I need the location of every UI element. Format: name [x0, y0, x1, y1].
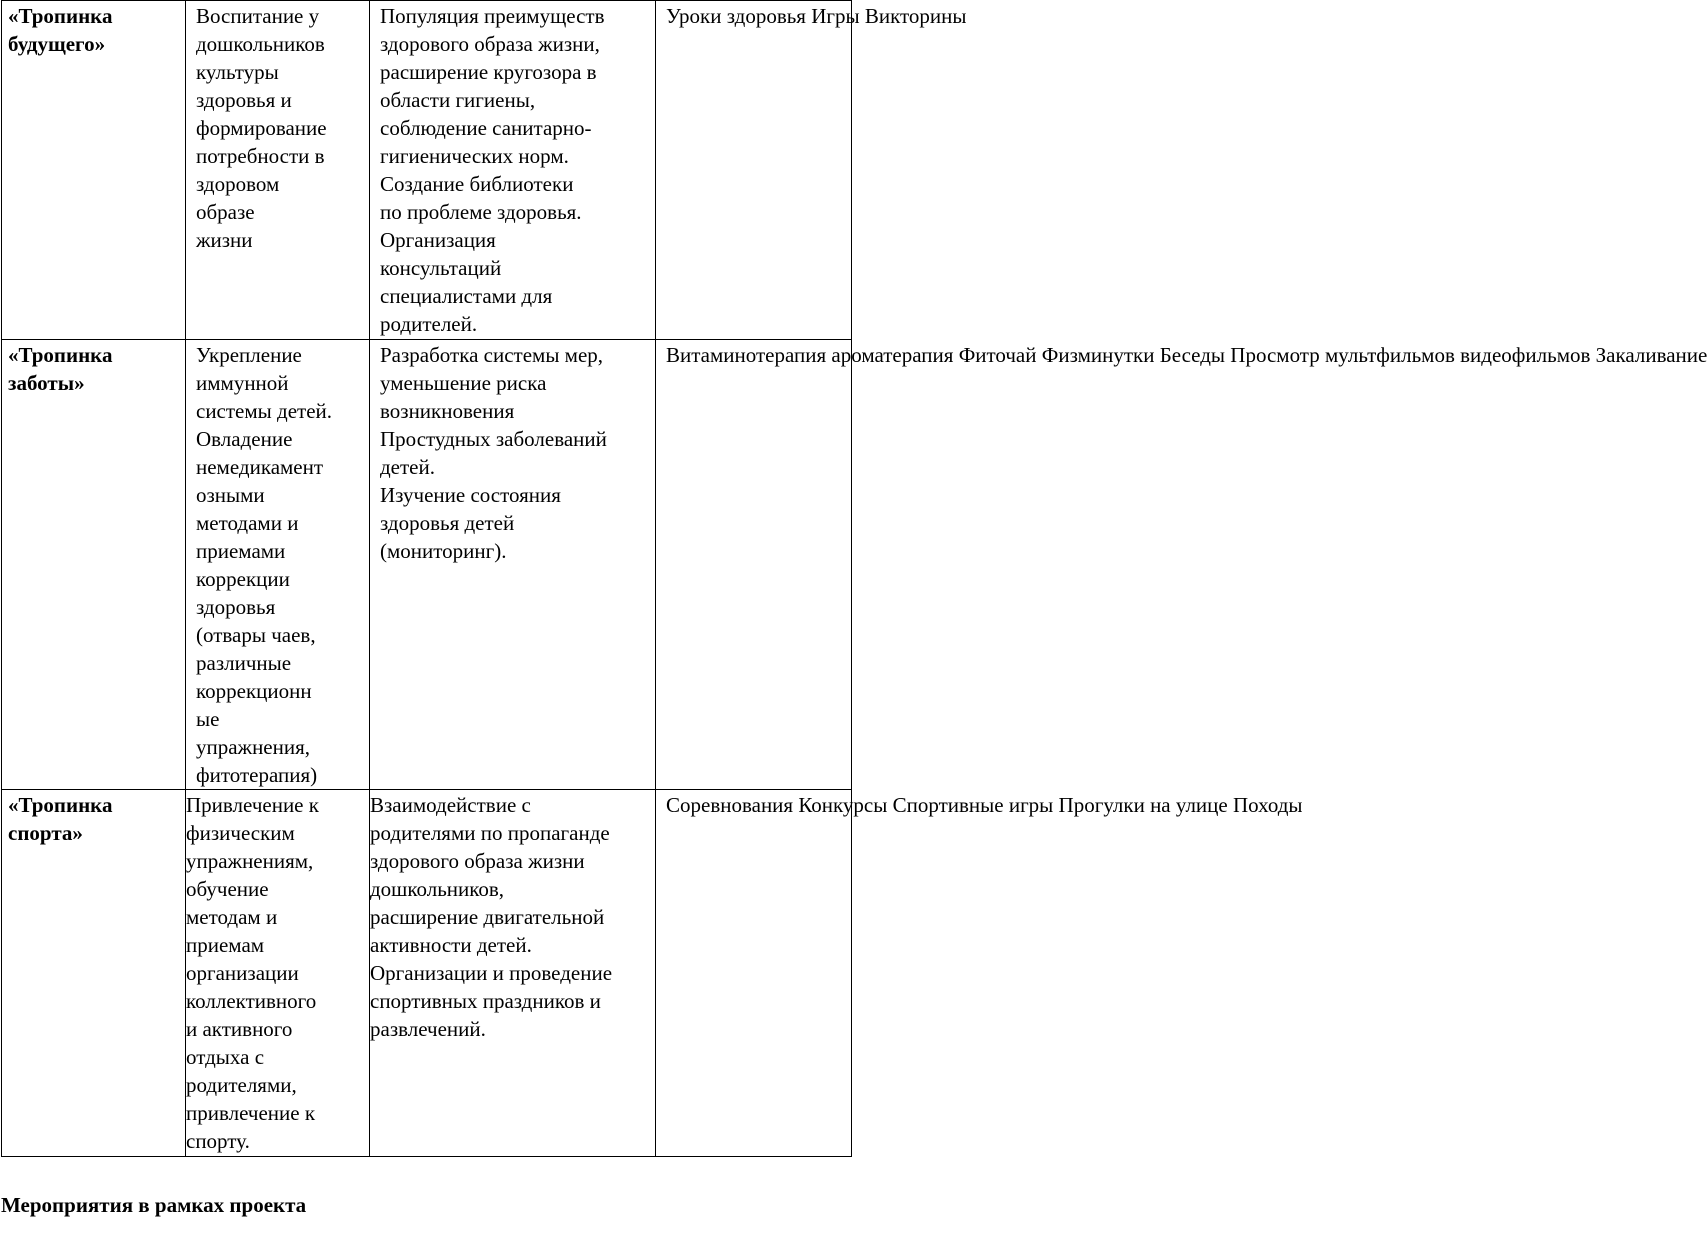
cell-forms	[656, 340, 1707, 790]
row-goal: Привлечение к физическим упражнениям, обучение методам и приемам организации коллективного и активного отдыха с родителями, привлечение к спорту.	[186, 793, 319, 1153]
cell-name	[2, 790, 186, 1157]
cell-name	[2, 340, 186, 790]
cell-forms	[656, 790, 1303, 1157]
cell-goal	[186, 1, 370, 340]
table-row	[2, 1, 852, 340]
cell-tasks	[370, 340, 656, 790]
section-heading: Мероприятия в рамках проекта	[1, 1193, 307, 1217]
row-goal: Укрепление иммунной системы детей. Овладение немедикамент озными методами и приемами коррекции здоровья (отвары чаев, различные коррекционн ые упражнения, фитотерапия)	[196, 343, 333, 787]
row-name: «Тропинка спорта»	[8, 793, 113, 845]
cell-name	[2, 1, 186, 340]
cell-goal	[186, 340, 370, 790]
table-row	[2, 790, 852, 1157]
cell-goal	[186, 790, 370, 1157]
row-name: «Тропинка будущего»	[8, 4, 113, 56]
cell-tasks	[370, 1, 656, 340]
row-tasks: Разработка системы мер, уменьшение риска возникновения Простудных заболеваний детей. Изучение состояния здоровья детей (мониторинг).	[380, 343, 607, 563]
row-name: «Тропинка заботы»	[8, 343, 113, 395]
table-row	[2, 340, 852, 790]
row-forms: Соревнования Конкурсы Спортивные игры Прогулки на улице Походы	[666, 793, 1303, 817]
row-tasks: Популяция преимуществ здорового образа жизни, расширение кругозора в области гигиены, соблюдение санитарно- гигиенических норм. Создание библиотеки по проблеме здоровья. Организация консультаций специалистами для родителей.	[380, 4, 605, 336]
project-table	[1, 0, 1707, 1157]
cell-tasks	[370, 790, 656, 1157]
row-forms: Витаминотерапия ароматерапия Фиточай Физминутки Беседы Просмотр мультфильмов видеофильмов Закаливание	[666, 343, 1707, 367]
row-tasks: Взаимодействие с родителями по пропаганде здорового образа жизни дошкольников, расширение двигательной активности детей. Организации и проведение спортивных праздников и развлечений.	[370, 793, 613, 1041]
cell-forms	[656, 1, 967, 340]
row-goal: Воспитание у дошкольников культуры здоровья и формирование потребности в здоровом образе жизни	[196, 4, 327, 252]
row-forms: Уроки здоровья Игры Викторины	[666, 4, 967, 28]
